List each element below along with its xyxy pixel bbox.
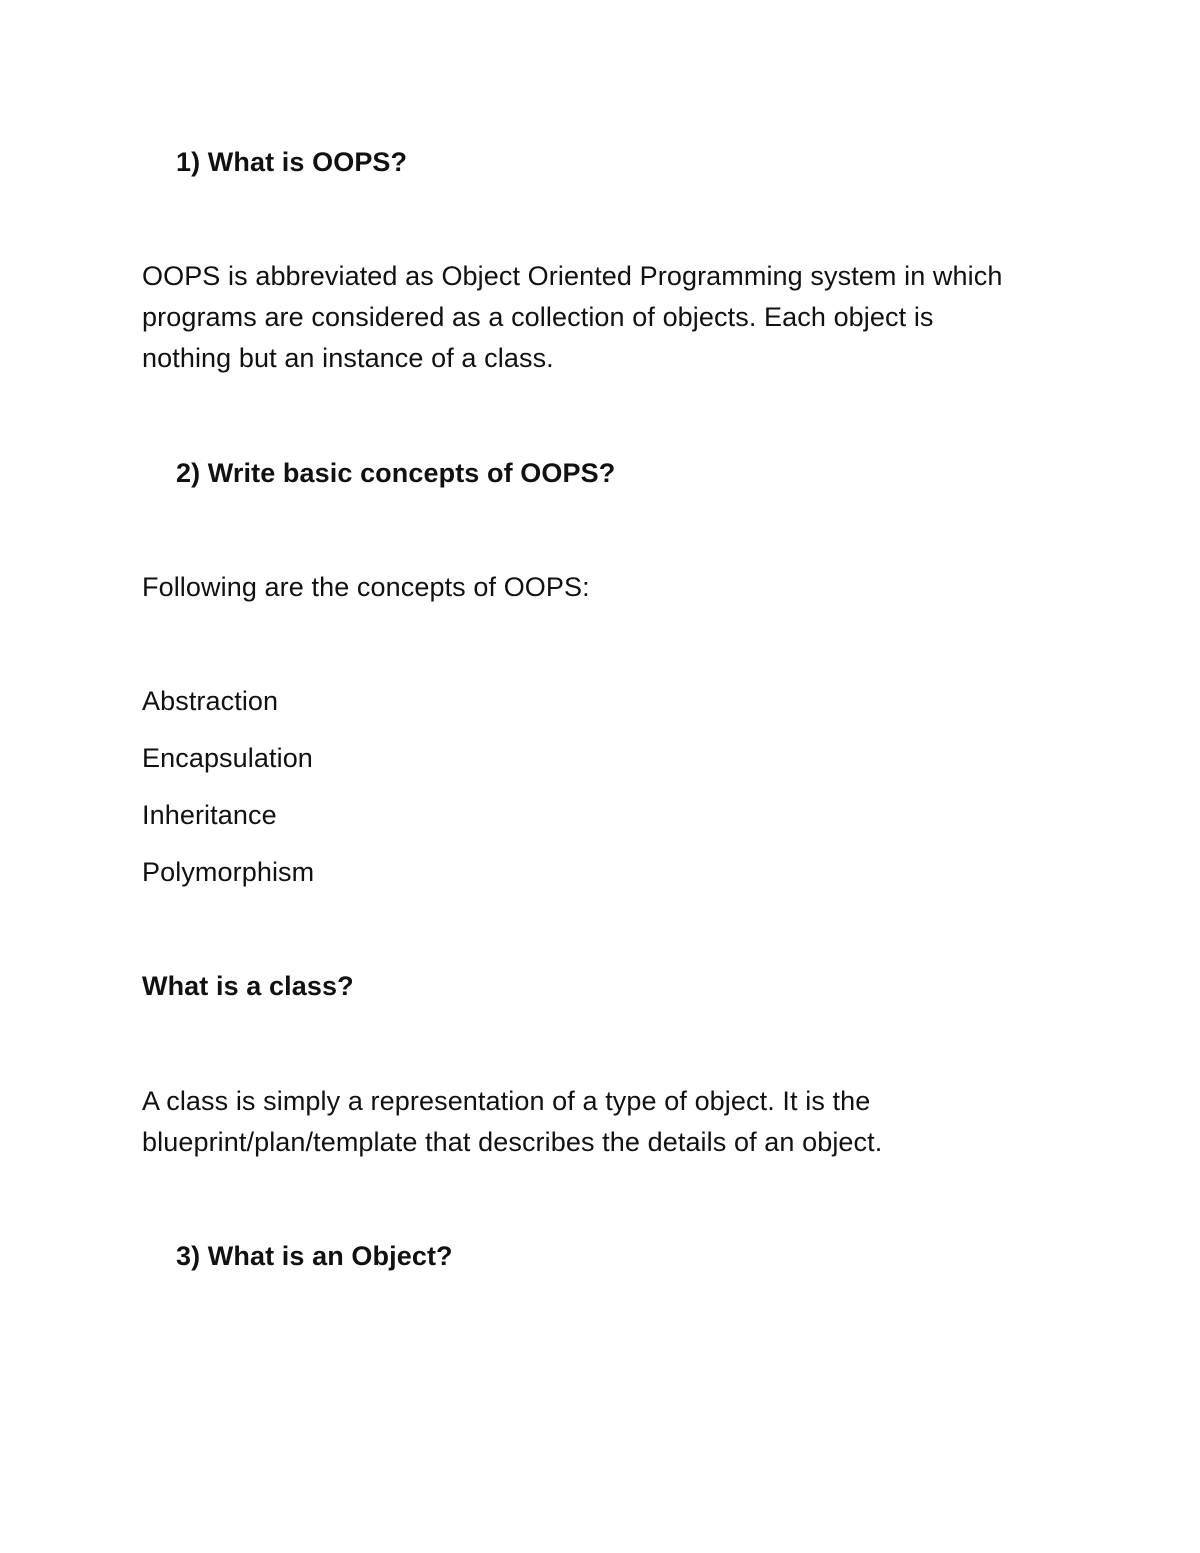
question-2-heading: 2) Write basic concepts of OOPS?	[176, 458, 616, 488]
answer-1-line-3: nothing but an instance of a class.	[142, 343, 554, 373]
answer-1-line-2: programs are considered as a collection of objects. Each object is	[142, 302, 934, 332]
class-answer-line-1: A class is simply a representation of a type of object. It is the	[142, 1086, 871, 1116]
concept-item: Inheritance	[142, 800, 277, 830]
class-heading: What is a class?	[142, 971, 354, 1001]
question-3-heading: 3) What is an Object?	[176, 1241, 453, 1271]
answer-1-line-1: OOPS is abbreviated as Object Oriented Programming system in which	[142, 261, 1003, 291]
concept-item: Encapsulation	[142, 743, 313, 773]
question-1-heading: 1) What is OOPS?	[176, 147, 408, 177]
class-answer-line-2: blueprint/plan/template that describes the details of an object.	[142, 1127, 883, 1157]
concept-item: Polymorphism	[142, 857, 315, 887]
concept-item: Abstraction	[142, 686, 279, 716]
concepts-intro: Following are the concepts of OOPS:	[142, 572, 590, 602]
